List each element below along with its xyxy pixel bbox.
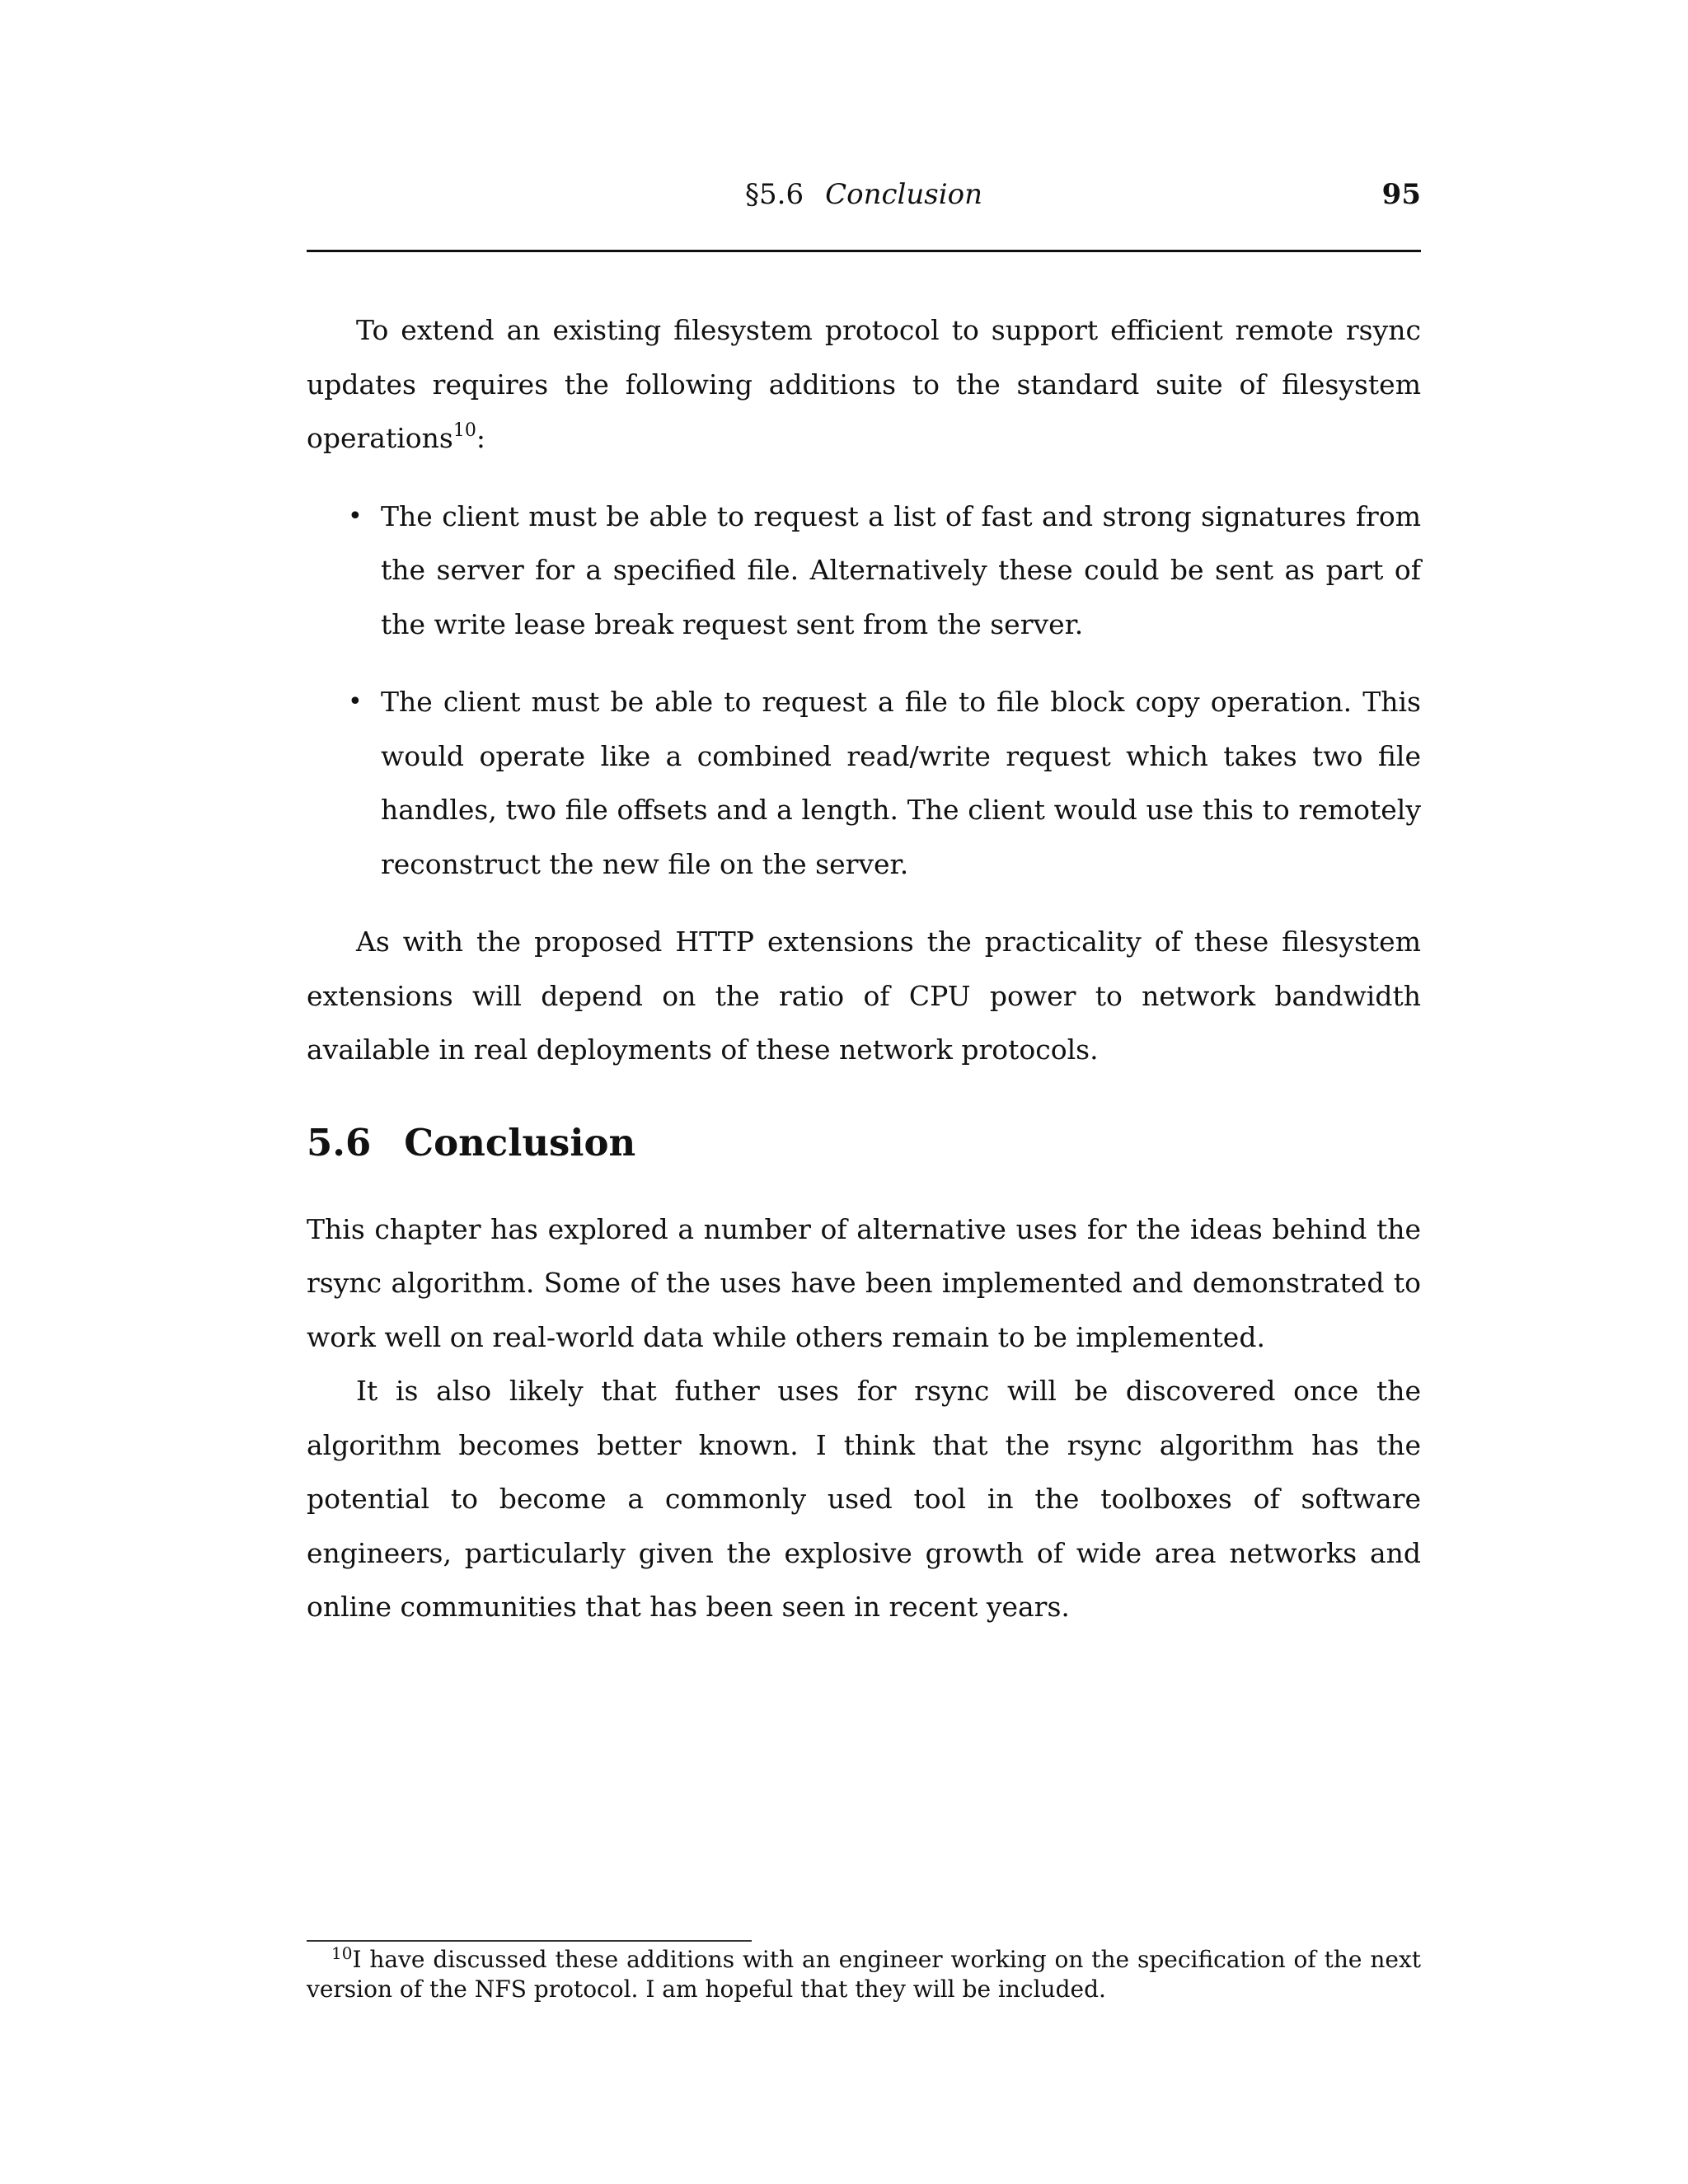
list-item-text: The client must be able to request a file to file block copy operation. This would operate like a combined read/write request which takes two file handles, two file offsets and a length. The client would use this to remotely reconstruct the new file on the server. <box>381 686 1421 880</box>
bullet-icon: • <box>348 501 363 531</box>
closing-paragraph: As with the proposed HTTP extensions the practicality of these filesystem extensions will depend on the ratio of CPU power to network bandwidth available in real deployments of these network protocols. <box>307 926 1421 1066</box>
section-heading <box>307 1118 1421 1168</box>
list-item <box>307 675 1421 891</box>
intro-paragraph-trailing: : <box>476 422 485 454</box>
list-item <box>307 490 1421 652</box>
running-head <box>307 171 1421 218</box>
list-item-text: The client must be able to request a list of fast and strong signatures from the server for a specified file. Alternatively these could be sent as part of the write lease break request sent from the server. <box>381 499 1421 640</box>
page-header <box>307 171 1421 218</box>
footnote-text: I have discussed these additions with an engineer working on the specification of the next version of the NFS protocol. I am hopeful that they will be included. <box>307 1946 1421 2003</box>
footnote-paragraph <box>307 1945 1421 2004</box>
footnote <box>307 1945 1421 2004</box>
section-title: Conclusion <box>404 1120 636 1165</box>
running-head-section-title: Conclusion <box>825 178 982 211</box>
section-paragraph: This chapter has explored a number of alternative uses for the ideas behind the rsync algorithm. Some of the uses have been implemented and demonstrated to work well on real-world data while others remain to be implemented. <box>307 1212 1421 1353</box>
section-number: 5.6 <box>307 1120 372 1165</box>
page-number: 95 <box>1381 178 1421 211</box>
bullet-icon: • <box>348 687 363 716</box>
footnote-reference[interactable]: 10 <box>452 420 476 441</box>
intro-paragraph <box>307 303 1421 466</box>
header-rule <box>307 250 1421 252</box>
running-head-section-number: §5.6 <box>745 178 804 211</box>
footnote-number: 10 <box>331 1943 353 1963</box>
section-paragraph: It is also likely that futher uses for rsync will be discovered once the algorithm becomes better known. I think that the rsync algorithm has the potential to become a commonly used tool in the toolboxes of software engineers, particularly given the explosive growth of wide area networks and online communities that has been seen in recent years. <box>307 1375 1421 1623</box>
footnote-rule <box>307 1940 752 1942</box>
intro-paragraph-text: To extend an existing filesystem protocol to support efficient remote rsync updates requires the following additions to the standard suite of filesystem operations <box>307 314 1421 454</box>
requirements-list <box>307 490 1421 892</box>
body-text <box>307 303 1421 1634</box>
